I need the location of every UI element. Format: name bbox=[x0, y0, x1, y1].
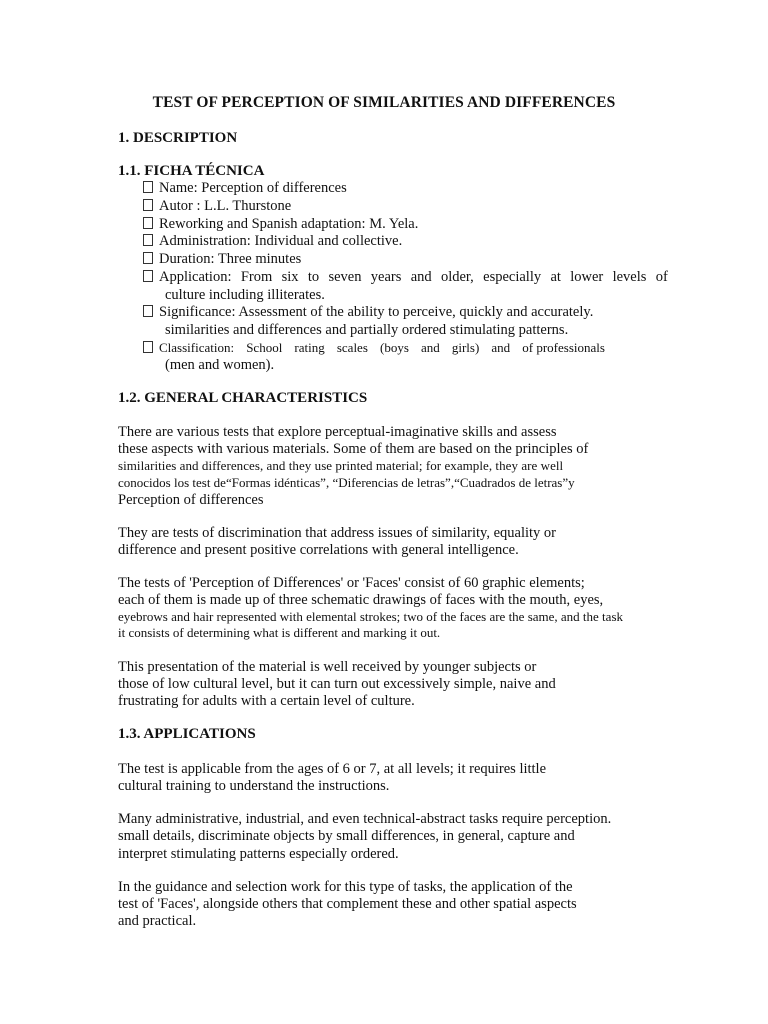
paragraph-line: interpret stimulating patterns especially ordered. bbox=[118, 846, 399, 862]
paragraph-line: Many administrative, industrial, and even technical-abstract tasks require perception. bbox=[118, 811, 612, 827]
paragraph-line: In the guidance and selection work for this type of tasks, the application of the bbox=[118, 879, 573, 895]
paragraph-line: cultural training to understand the instructions. bbox=[118, 778, 390, 794]
paragraph-line: conocidos los test de“Formas idénticas”, “Diferencias de letras”,“Cuadrados de letras”y bbox=[118, 475, 575, 490]
section-applications-heading: 1.3. APPLICATIONS bbox=[118, 726, 256, 742]
paragraph-line: and practical. bbox=[118, 913, 197, 929]
checkbox-bullet-icon bbox=[143, 270, 153, 282]
bullet-item-application-continuation: culture including illiterates. bbox=[165, 287, 325, 303]
bullet-item-significance-continuation: similarities and differences and partially ordered stimulating patterns. bbox=[165, 322, 569, 338]
paragraph-line: each of them is made up of three schematic drawings of faces with the mouth, eyes, bbox=[118, 592, 604, 608]
paragraph-line: The tests of 'Perception of Differences' or 'Faces' consist of 60 graphic elements; bbox=[118, 575, 585, 591]
paragraph-line: frustrating for adults with a certain level of culture. bbox=[118, 693, 415, 709]
document-title: TEST OF PERCEPTION OF SIMILARITIES AND DIFFERENCES bbox=[152, 94, 616, 111]
paragraph-line: The test is applicable from the ages of 6 or 7, at all levels; it requires little bbox=[118, 761, 547, 777]
checkbox-bullet-icon bbox=[143, 181, 153, 193]
paragraph-line: those of low cultural level, but it can turn out excessively simple, naive and bbox=[118, 676, 556, 692]
paragraph-line: eyebrows and hair represented with elemental strokes; two of the faces are the same, and the task bbox=[118, 609, 624, 624]
checkbox-bullet-icon bbox=[143, 341, 153, 353]
section-description-heading: 1. DESCRIPTION bbox=[118, 130, 238, 146]
bullet-item-administration: Administration: Individual and collective. bbox=[143, 233, 402, 250]
bullet-item-classification: Classification: School rating scales (boys and girls) and of professionals bbox=[143, 340, 605, 356]
paragraph-line: similarities and differences, and they use printed material; for example, they are well bbox=[118, 458, 564, 473]
paragraph-line: Perception of differences bbox=[118, 492, 264, 508]
paragraph-line: They are tests of discrimination that address issues of similarity, equality or bbox=[118, 525, 556, 541]
paragraph-line: This presentation of the material is well received by younger subjects or bbox=[118, 659, 537, 675]
bullet-item-application: Application: From six to seven years and older, especially at lower levels of bbox=[143, 269, 668, 286]
checkbox-bullet-icon bbox=[143, 217, 153, 229]
paragraph-line: small details, discriminate objects by small differences, in general, capture and bbox=[118, 828, 575, 844]
bullet-item-autor: Autor : L.L. Thurstone bbox=[143, 198, 291, 215]
bullet-item-reworking: Reworking and Spanish adaptation: M. Yela. bbox=[143, 216, 418, 233]
paragraph-line: it consists of determining what is different and marking it out. bbox=[118, 625, 441, 640]
checkbox-bullet-icon bbox=[143, 199, 153, 211]
section-general-characteristics-heading: 1.2. GENERAL CHARACTERISTICS bbox=[118, 390, 368, 406]
bullet-item-classification-continuation: (men and women). bbox=[165, 357, 275, 373]
checkbox-bullet-icon bbox=[143, 252, 153, 264]
paragraph-line: There are various tests that explore perceptual-imaginative skills and assess bbox=[118, 424, 557, 440]
paragraph-line: difference and present positive correlations with general intelligence. bbox=[118, 542, 519, 558]
bullet-item-duration: Duration: Three minutes bbox=[143, 251, 301, 268]
section-ficha-tecnica-heading: 1.1. FICHA TÉCNICA bbox=[118, 163, 265, 179]
bullet-item-significance: Significance: Assessment of the ability to perceive, quickly and accurately. bbox=[143, 304, 593, 321]
paragraph-line: test of 'Faces', alongside others that complement these and other spatial aspects bbox=[118, 896, 577, 912]
bullet-item-name: Name: Perception of differences bbox=[143, 180, 347, 197]
paragraph-line: these aspects with various materials. Some of them are based on the principles of bbox=[118, 441, 589, 457]
checkbox-bullet-icon bbox=[143, 305, 153, 317]
checkbox-bullet-icon bbox=[143, 234, 153, 246]
